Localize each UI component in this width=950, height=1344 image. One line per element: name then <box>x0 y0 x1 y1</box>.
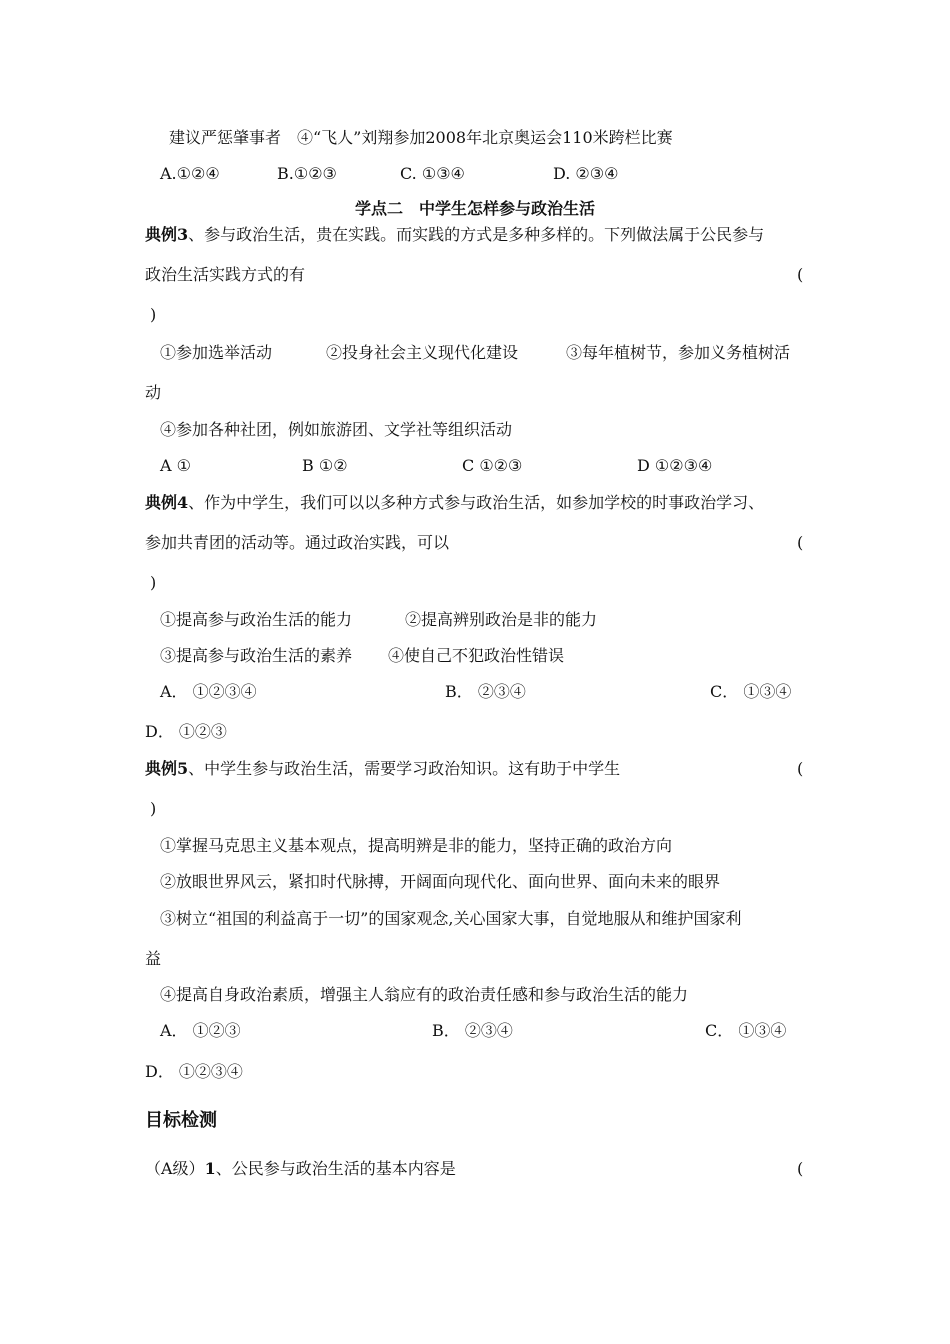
option-b: B.①②③ <box>277 164 337 183</box>
item-4: ④参加各种社团，例如旅游团、文学社等组织活动 <box>160 420 513 439</box>
example-label: 典例5 <box>145 759 189 778</box>
level-label: （A级） <box>145 1159 205 1178</box>
option-a: A． ①②③ <box>160 1021 241 1040</box>
question-text: 、中学生参与政治生活，需要学习政治知识。这有助于中学生 <box>188 759 621 778</box>
option-c: C. ①③④ <box>400 164 465 183</box>
example-3-question <box>145 225 764 245</box>
item-3: ③提高参与政治生活的素养 <box>160 646 353 665</box>
item-3-wrap: 益 <box>145 949 162 968</box>
item-2: ②放眼世界风云，紧扣时代脉搏，开阔面向现代化、面向世界、面向未来的眼界 <box>160 872 721 891</box>
answer-paren-open: ( <box>797 1159 804 1178</box>
option-c: C． ①③④ <box>710 682 792 701</box>
question-text-line2: 政治生活实践方式的有 <box>145 265 306 284</box>
example-label: 典例4 <box>145 493 189 512</box>
item-4: ④提高自身政治素质，增强主人翁应有的政治责任感和参与政治生活的能力 <box>160 985 689 1004</box>
answer-paren-open: ( <box>797 265 804 284</box>
option-d: D. ②③④ <box>553 164 619 183</box>
answer-paren-close: ) <box>150 305 157 324</box>
item-1: ①掌握马克思主义基本观点，提高明辨是非的能力，坚持正确的政治方向 <box>160 836 673 855</box>
item-2: ②投身社会主义现代化建设 <box>326 343 519 362</box>
section-heading: 目标检测 <box>145 1110 217 1131</box>
item-2: ②提高辨别政治是非的能力 <box>405 610 598 629</box>
answer-paren-close: ) <box>150 573 157 592</box>
question-text: 、公民参与政治生活的基本内容是 <box>215 1159 456 1178</box>
item-1: ①提高参与政治生活的能力 <box>160 610 353 629</box>
option-d: D ①②③④ <box>637 456 713 475</box>
question-number: 1 <box>204 1159 216 1178</box>
option-b: B． ②③④ <box>432 1021 513 1040</box>
item-3: ③每年植树节，参加义务植树活 <box>566 343 791 362</box>
item-4: ④使自己不犯政治性错误 <box>388 646 565 665</box>
example-4-question <box>145 493 764 513</box>
answer-paren-close: ) <box>150 799 157 818</box>
option-c: C． ①③④ <box>705 1021 787 1040</box>
example-5-question <box>145 759 620 779</box>
question-text-line2: 参加共青团的活动等。通过政治实践，可以 <box>145 533 450 552</box>
item-3: ③树立“祖国的利益高于一切”的国家观念,关心国家大事，自觉地服从和维护国家利 <box>160 909 742 928</box>
option-a: A ① <box>160 456 191 475</box>
option-a: A.①②④ <box>160 164 220 183</box>
section-title: 学点二 中学生怎样参与政治生活 <box>354 199 595 218</box>
option-d: D． ①②③④ <box>145 1062 243 1081</box>
option-a: A． ①②③④ <box>160 682 257 701</box>
item-3-wrap: 动 <box>145 383 162 402</box>
example-label: 典例3 <box>145 225 189 244</box>
option-b: B． ②③④ <box>445 682 526 701</box>
question-text: 、参与政治生活，贵在实践。而实践的方式是多种多样的。下列做法属于公民参与 <box>188 225 765 244</box>
item-1: ①参加选举活动 <box>160 343 273 362</box>
prev-question-continuation: 建议严惩肇事者 ④“飞人”刘翔参加2008年北京奥运会110米跨栏比赛 <box>169 128 673 147</box>
option-b: B ①② <box>302 456 348 475</box>
option-d: D． ①②③ <box>145 722 227 741</box>
answer-paren-open: ( <box>797 759 804 778</box>
question-1 <box>145 1159 456 1179</box>
question-text: 、作为中学生，我们可以以多种方式参与政治生活，如参加学校的时事政治学习、 <box>188 493 765 512</box>
answer-paren-open: ( <box>797 533 804 552</box>
option-c: C ①②③ <box>462 456 523 475</box>
